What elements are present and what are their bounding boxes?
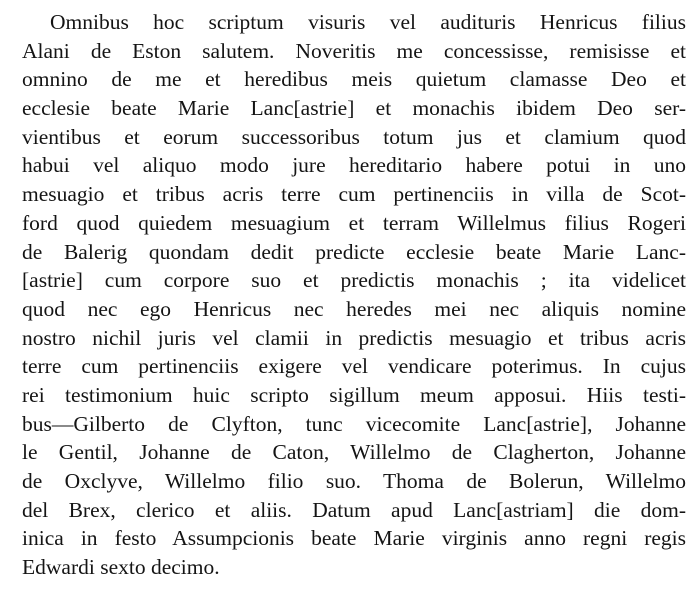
text-line-9: de Balerig quondam dedit predicte ecclesie beate Marie Lanc- — [22, 239, 686, 264]
text-line-11: quod nec ego Henricus nec heredes mei nec aliquis nomine — [22, 296, 686, 321]
text-line-10: [astrie] cum corpore suo et predictis monachis ; ita videlicet — [22, 268, 686, 293]
text-line-7: mesuagio et tribus acris terre cum pertinenciis in villa de Scot- — [22, 182, 686, 207]
charter-text-block — [22, 8, 686, 582]
text-line-19: inica in festo Assumpcionis beate Marie virginis anno regni regis — [22, 526, 686, 551]
text-line-8: ford quod quiedem mesuagium et terram Willelmus filius Rogeri — [22, 210, 686, 235]
text-line-13: terre cum pertinenciis exigere vel vendicare poterimus. In cujus — [22, 354, 686, 379]
text-line-6: habui vel aliquo modo jure hereditario habere potui in uno — [22, 153, 686, 178]
text-line-12: nostro nichil juris vel clamii in predictis mesuagio et tribus acris — [22, 325, 686, 350]
text-line-14: rei testimonium huic scripto sigillum meum apposui. Hiis testi- — [22, 382, 686, 407]
text-line-5: vientibus et eorum successoribus totum jus et clamium quod — [22, 124, 686, 149]
text-line-4: ecclesie beate Marie Lanc[astrie] et monachis ibidem Deo ser- — [22, 96, 686, 121]
text-line-3: omnino de me et heredibus meis quietum clamasse Deo et — [22, 67, 686, 92]
text-line-20: Edwardi sexto decimo. — [22, 555, 220, 580]
text-line-17: de Oxclyve, Willelmo filio suo. Thoma de Bolerun, Willelmo — [22, 469, 686, 493]
text-line-2: Alani de Eston salutem. Noveritis me concessisse, remisisse et — [22, 38, 686, 63]
text-line-15: bus—Gilberto de Clyfton, tunc vicecomite Lanc[astrie], Johanne — [22, 411, 686, 436]
text-line-18: del Brex, clerico et aliis. Datum apud Lanc[astriam] die dom- — [22, 497, 686, 522]
text-line-16: le Gentil, Johanne de Caton, Willelmo de Clagherton, Johanne — [22, 440, 686, 465]
text-line-1: Omnibus hoc scriptum visuris vel audituris Henricus filius — [50, 10, 686, 34]
